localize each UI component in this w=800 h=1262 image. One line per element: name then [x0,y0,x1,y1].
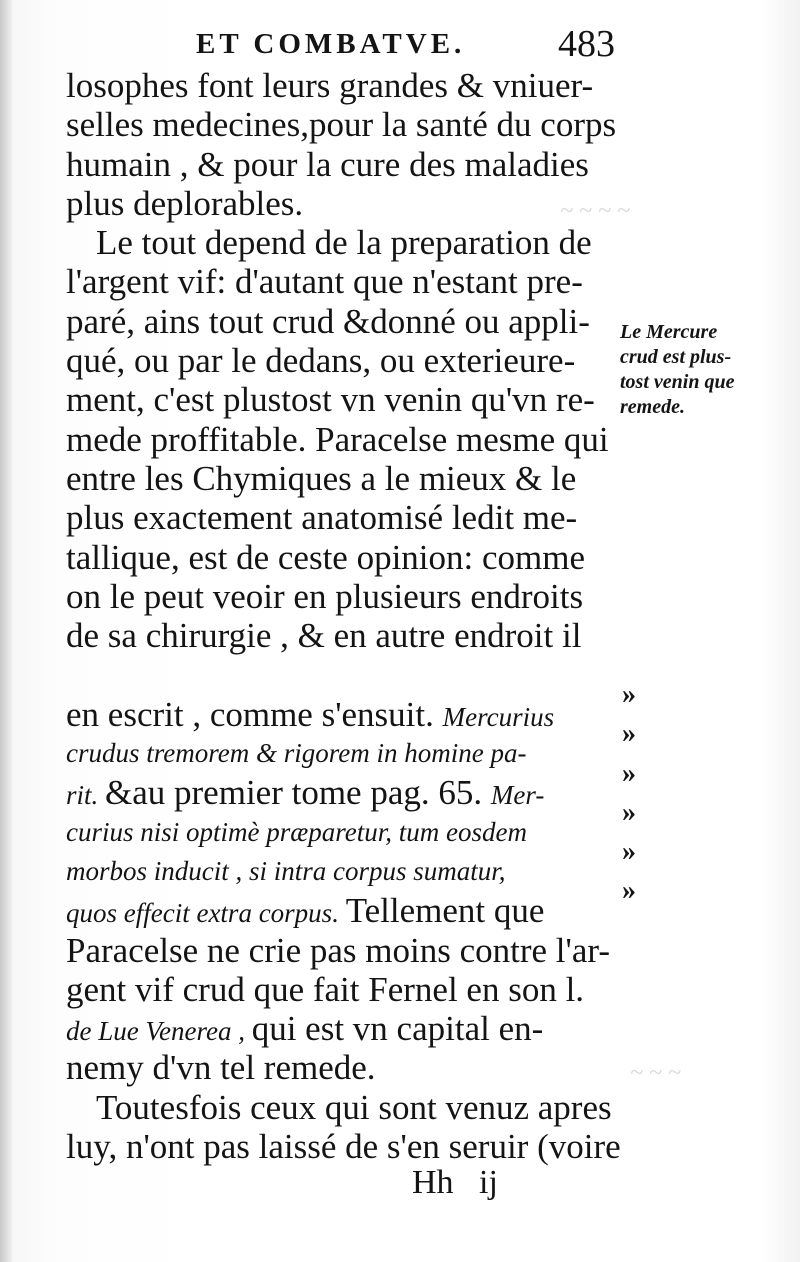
latin-segment: de Lue Venerea , [66,1016,252,1047]
page-gutter [0,0,12,1262]
text-line: paré, ains tout crud &donné ou appli- [66,301,590,341]
text-line: entre les Chymiques a le mieux & le [66,458,577,498]
running-head [0,18,800,68]
latin-segment: Mercurius [442,701,555,732]
margin-note [620,320,790,420]
text-line: Toutesfois ceux qui sont venuz apres [96,1087,612,1127]
margin-note-line: tost venin que [620,371,735,393]
text-line: on le peut veoir en plusieurs endroits [66,576,584,616]
text-line: selles medecines,pour la santé du corps [66,105,617,145]
latin-line: morbos inducit , si intra corpus sumatur, [66,855,506,886]
quotation-mark: » [622,679,636,710]
roman-segment: qui est vn capital en- [251,1009,544,1049]
text-line: de sa chirurgie , & en autre endroit il [66,616,582,656]
text-line: Paracelse ne crie pas moins contre l'ar- [66,930,610,970]
running-title: ET COMBATVE. [196,28,466,60]
text-line: nemy d'vn tel remede. [66,1048,376,1088]
quotation-mark: » [622,757,636,789]
latin-line: curius nisi optimè præparetur, tum eosdem [66,816,527,847]
margin-note-line: Le Mercure [620,321,718,343]
page-number: 483 [558,23,615,65]
quotation-mark: » [622,836,636,868]
margin-note-line: crud est plus- [620,346,732,368]
text-line [66,891,626,930]
text-line [66,773,626,812]
text-line: Le tout depend de la preparation de [96,223,592,263]
roman-segment: Tellement que [345,891,545,931]
text-line [66,1009,626,1048]
text-line: plus exactement anatomisé ledit me- [66,498,578,538]
text-line: losophes font leurs grandes & vniuer- [66,66,594,105]
quotation-marks-column [622,675,662,911]
quotation-mark: » [622,718,636,750]
text-line: mede proffitable. Paracelse mesme qui [66,419,609,459]
latin-segment: rit. [66,780,106,811]
latin-segment: Mer- [490,780,545,811]
signature-mark: Hh ij [412,1164,498,1201]
text-line: luy, n'ont pas laissé de s'en seruir (voire [66,1127,621,1167]
text-line: tallique, est de ceste opinion: comme [66,537,586,577]
text-line: ment, c'est plustost vn venin qu'vn re- [66,380,595,420]
text-line: humain , & pour la cure des maladies [66,144,589,184]
show-through-ghost: ~ ~ ~ [630,1060,681,1086]
quotation-mark: » [622,796,636,828]
text-line: qué, ou par le dedans, ou exterieure- [66,341,576,381]
body-text [66,66,626,1166]
show-through-ghost: ~ ~ ~ ~ [560,198,630,224]
latin-line: crudus tremorem & rigorem in homine pa- [66,738,527,769]
text-line: l'argent vif: d'autant que n'estant pre- [66,262,583,302]
text-line: plus deplorables. [66,183,304,223]
text-line [66,695,626,734]
latin-segment: quos effecit extra corpus. [66,898,346,929]
roman-segment: &au premier tome pag. 65. [105,773,491,813]
roman-segment: en escrit , comme s'ensuit. [66,694,443,734]
margin-note-line: remede. [620,396,685,418]
quotation-mark: » [622,875,636,907]
text-line [66,655,626,694]
text-line: gent vif crud que fait Fernel en son l. [66,969,585,1009]
